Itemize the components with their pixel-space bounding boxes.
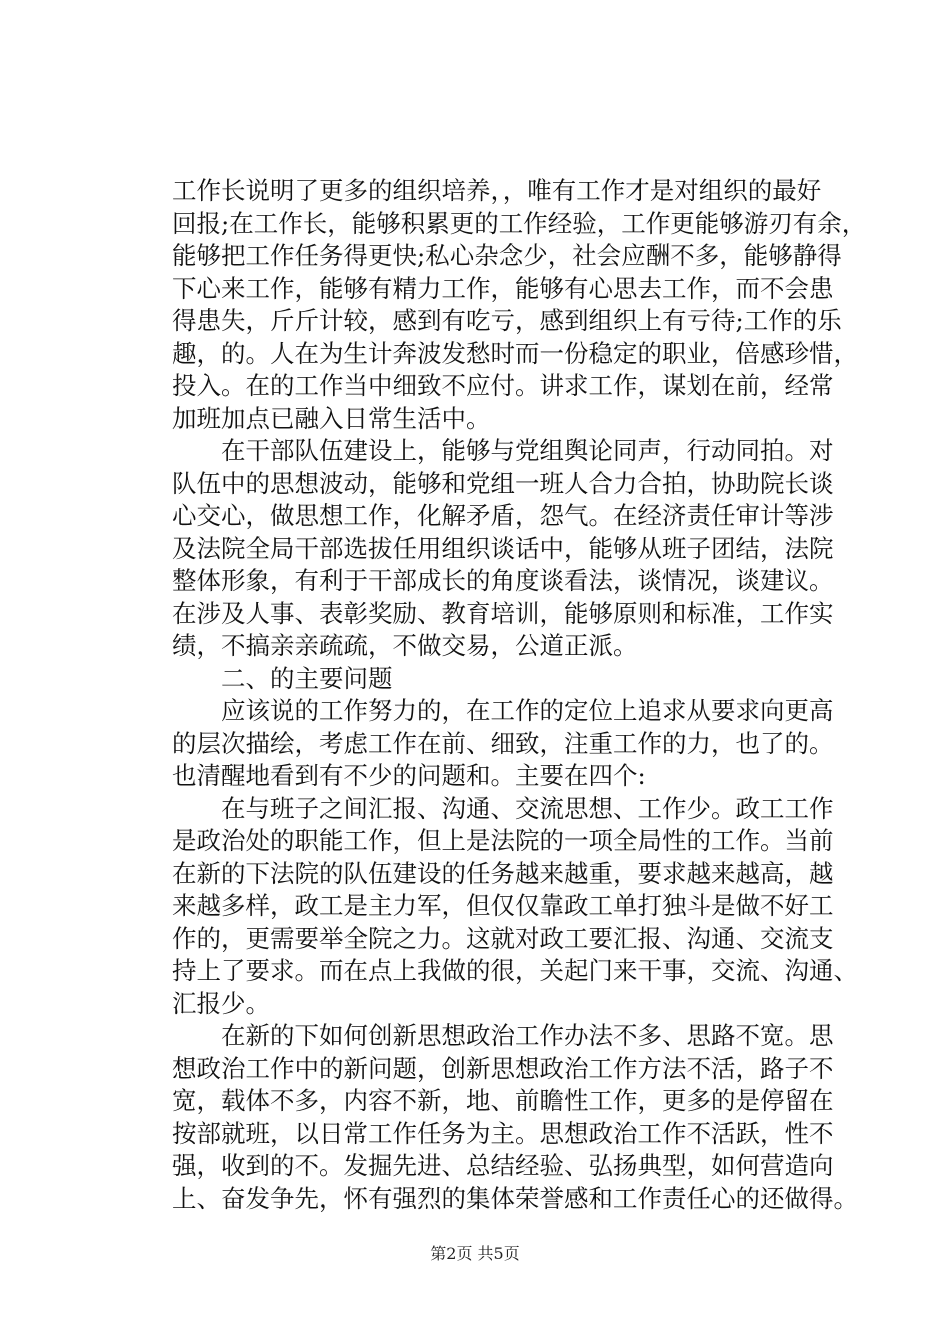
text-line: 队伍中的思想波动，能够和党组一班人合力合拍，协助院长谈	[172, 468, 834, 498]
text-line: 汇报少。	[172, 988, 270, 1018]
text-line: 能够把工作任务得更快;私心杂念少，社会应酬不多，能够静得	[172, 241, 842, 270]
text-line: 下心来工作，能够有精力工作，能够有心思去工作，而不会患	[172, 273, 834, 303]
text-line: 强，收到的不。发掘先进、总结经验、弘扬典型，如何营造向	[172, 1151, 834, 1180]
text-line: 投入。在的工作当中细致不应付。讲求工作，谋划在前，经常	[172, 371, 834, 400]
text-line: 绩，不搞亲亲疏疏，不做交易，公道正派。	[172, 631, 638, 660]
text-line: 应该说的工作努力的，在工作的定位上追求从要求向更高	[172, 696, 834, 725]
text-line: 上、奋发争先，怀有强烈的集体荣誉感和工作责任心的还做得。	[172, 1183, 858, 1213]
text-line: 心交心，做思想工作，化解矛盾，怨气。在经济责任审计等涉	[172, 501, 834, 530]
text-line: 及法院全局干部选拔任用组织谈话中，能够从班子团结，法院	[172, 533, 834, 563]
text-line: 也清醒地看到有不少的问题和。主要在四个:	[172, 761, 646, 790]
page-footer: 第2页 共5页	[430, 1244, 520, 1263]
text-line: 工作长说明了更多的组织培养，，唯有工作才是对组织的最好	[172, 176, 822, 205]
text-line: 宽，载体不多，内容不新，地、前瞻性工作，更多的是停留在	[172, 1086, 834, 1115]
text-line: 趣，的。人在为生计奔波发愁时而一份稳定的职业，倍感珍惜，	[172, 338, 858, 368]
text-line: 是政治处的职能工作，但上是法院的一项全局性的工作。当前	[172, 826, 834, 855]
text-line: 在新的下如何创新思想政治工作办法不多、思路不宽。思	[172, 1021, 834, 1050]
text-line: 加班加点已融入日常生活中。	[172, 403, 491, 433]
section-heading: 二、的主要问题	[172, 663, 393, 693]
text-line: 得患失，斤斤计较，感到有吃亏，感到组织上有亏待;工作的乐	[172, 306, 842, 335]
text-line: 整体形象，有利于干部成长的角度谈看法，谈情况，谈建议。	[172, 566, 834, 595]
text-line: 回报;在工作长，能够积累更的工作经验，工作更能够游刃有余，	[172, 208, 867, 238]
text-line: 持上了要求。而在点上我做的很，关起门来干事，交流、沟通、	[172, 956, 858, 985]
text-line: 的层次描绘，考虑工作在前、细致，注重工作的力，也了的。	[172, 728, 834, 758]
text-line: 在干部队伍建设上，能够与党组舆论同声，行动同拍。对	[172, 436, 834, 465]
text-line: 在新的下法院的队伍建设的任务越来越重，要求越来越高，越	[172, 858, 834, 888]
text-line: 按部就班，以日常工作任务为主。思想政治工作不活跃，性不	[172, 1118, 834, 1148]
body-text	[172, 175, 867, 1215]
text-line: 想政治工作中的新问题，创新思想政治工作方法不活，路子不	[172, 1053, 834, 1083]
text-line: 在涉及人事、表彰奖励、教育培训，能够原则和标准，工作实	[172, 598, 834, 628]
text-line: 在与班子之间汇报、沟通、交流思想、工作少。政工工作	[172, 793, 834, 823]
text-line: 作的，更需要举全院之力。这就对政工要汇报、沟通、交流支	[172, 923, 834, 953]
text-line: 来越多样，政工是主力军，但仅仅靠政工单打独斗是做不好工	[172, 891, 834, 920]
